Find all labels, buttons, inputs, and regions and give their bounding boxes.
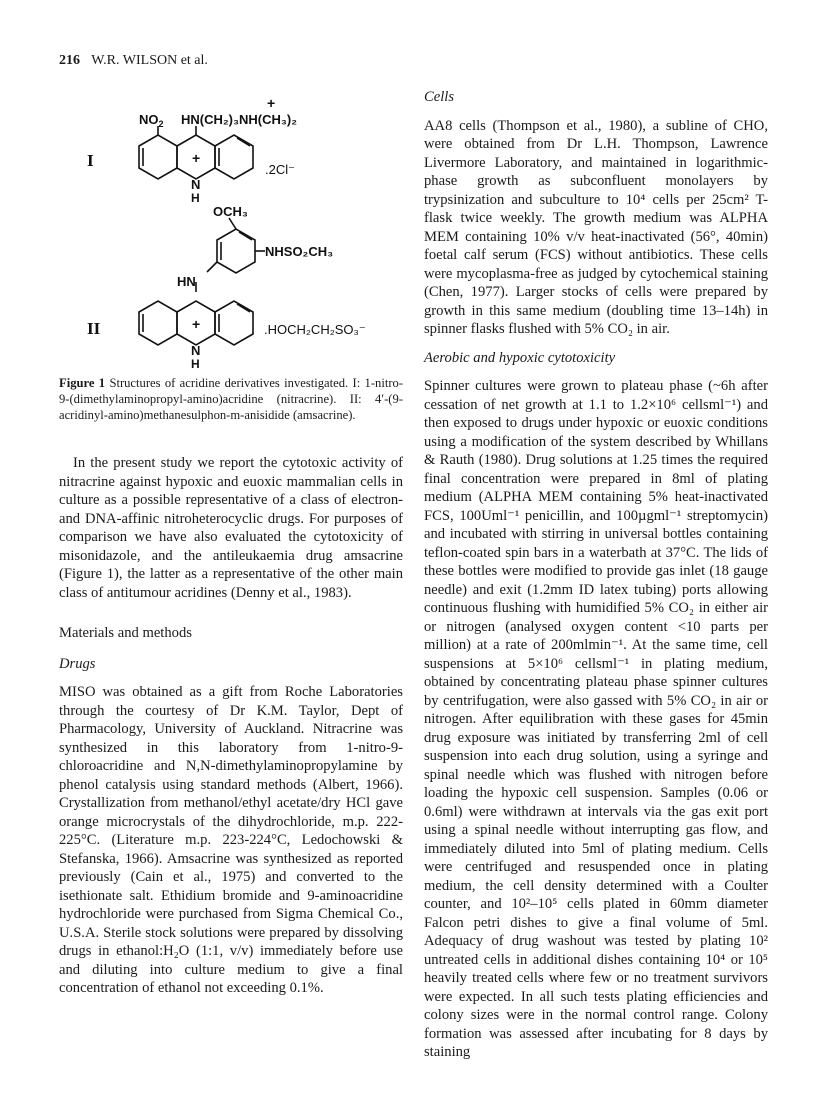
cytotoxicity-heading: Aerobic and hypoxic cytotoxicity: [424, 349, 616, 366]
left-column: [59, 454, 403, 998]
drugs-paragraph: MISO was obtained as a gift from Roche Laboratories through the courtesy of Dr K.M. Taylor, Dept of Pharmacology, University of Auckland. Nitracrine was synthesized in this laboratory from 1-nitro-9-chloroacridine and N,N-dimethylaminopropylamine by phenol catalysis using standard methods (Albert, 1966). Crystallization from methanol/ethyl acetate/dry HCl gave orange microcrystals of the dihydrochloride, m.p. 222-225°C. (Literature m.p. 223-224°C, Ledochowski & Stefanska, 1966). Amsacrine was synthesized as reported previously (Cain et al., 1975) and converted to the isethionate salt. Ethidium bromide and 9-aminoacridine hydrochloride were purchased from Sigma Chemical Co., U.S.A. Sterile stock solutions were prepared by dissolving drugs in ethanol:H₂O (1:1, v/v) immediately before use and diluting into culture medium to give a final concentration of ethanol not exceeding 0.1%.: [59, 684, 403, 996]
structure-I-side-chain: HN(CH₂)₃NH(CH₃)₂: [181, 112, 297, 127]
structure-I-charge-ring: +: [192, 150, 201, 166]
structure-I-charge-top: +: [267, 95, 276, 111]
structure-I-salt: .2Cl⁻: [265, 162, 295, 177]
page-number: 216: [59, 53, 80, 68]
figure-1-structures: [59, 88, 409, 368]
cells-paragraph: AA8 cells (Thompson et al., 1980), a subline of CHO, were obtained from Dr L.H. Thompson, Lawrence Livermore Laboratory, and maintained in logarithmic-phase growth as subconfluent monolayers by trypsinization and subculture to 10⁴ cells per 25cm² T-flask twice weekly. The growth medium was ALPHA MEM containing 10% v/v heat-inactivated (56°, 40min) foetal calf serum (FCS) without antibiotics. These cells were mycoplasma-free as judged by cytochemical staining (Chen, 1977). Larger stocks of cells were prepared by growth in this same medium (doubling time 13–14h) in spinner flasks flushed with 5% CO₂ in air.: [424, 117, 768, 337]
structure-I-hydrogen: H: [191, 191, 200, 205]
structure-II-numeral: II: [87, 319, 101, 338]
running-header: [59, 53, 208, 69]
structure-II-salt: .HOCH₂CH₂SO₃⁻: [264, 322, 366, 337]
figure-caption-label: Figure 1: [59, 376, 106, 390]
structure-II-sulfonamide: NHSO₂CH₃: [265, 244, 334, 259]
figure-caption: [59, 375, 403, 423]
intro-paragraph: In the present study we report the cytotoxic activity of nitracrine against hypoxic and euoxic mammalian cells in culture as a possible representative of a class of electron- and DNA-affinic nitroheterocyclic drugs. For purposes of comparison we have also evaluated the cytotoxicity of misonidazole, and the antileukaemia drug amsacrine (Figure 1), the latter as a representative of the other main class of antitumour acridines (Denny et al., 1983).: [59, 455, 403, 601]
structure-II-hydrogen: H: [191, 357, 200, 368]
structure-II-rings: [139, 218, 265, 345]
right-column: [424, 88, 768, 1062]
structure-II-charge-ring: +: [192, 316, 201, 332]
structure-II-methoxy: OCH₃: [213, 204, 248, 219]
structure-I-numeral: I: [87, 151, 94, 170]
structure-II-amine: HN: [177, 274, 196, 289]
structure-II-nitrogen: N: [191, 343, 201, 358]
structure-I-nitro: $NO_2$: [139, 112, 164, 129]
cells-heading: Cells: [424, 89, 454, 105]
materials-methods-heading: Materials and methods: [59, 625, 192, 641]
structure-I-nitrogen: N: [191, 177, 201, 192]
figure-caption-text: Structures of acridine derivatives investigated. I: 1-nitro-9-(dimethylaminopropyl-amino)acridine (nitracrine). II: 4′-(9-acridinyl-amino)methanesulphon-m-anisidide (amsacrine).: [59, 376, 404, 422]
cytotoxicity-paragraph: Spinner cultures were grown to plateau phase (~6h after cessation of net growth at 1.1 to 1.2×10⁶ cellsml⁻¹) and then exposed to drugs under hypoxic or euoxic conditions using a modification of the system described by Whillans & Rauth (1980). Drug solutions at 1.25 times the required final concentration were prepared in 8ml of plating medium (ALPHA MEM containing 5% heat-inactivated FCS, 100Uml⁻¹ penicillin, and 100µgml⁻¹ streptomycin) and incubated with stirring in universal bottles containing teflon-coated spin bars in a waterbath at 37°C. The lids of these bottles were modified to provide gas inlet (18 gauge needle) and exit (1.2mm ID latex tubing) ports allowing continuous flushing with humidified 5% CO₂ in either air or nitrogen (analysed oxygen content <10 parts per million) at a rate of 200mlmin⁻¹. At the same time, cell suspensions at 5×10⁶ cellsml⁻¹ in plating medium, obtained by concentrating plateau phase spinner cultures by centrifugation, were also gassed with 5% CO₂ in air or nitrogen. After equilibration with these gases for 45min drug exposure was initiated by transferring 2ml of cell suspension into each drug solution, using a syringe and spinal needle which was flushed with nitrogen before loading the hypoxic cell suspension. Samples (0.06 or 0.6ml) were withdrawn at intervals via the gas exit port using a spinal needle without interrupting gas flow, and immediately diluted into 5ml of plating medium. Cells were centrifuged and resuspended once in plating medium, the cell density determined with a Coulter counter, and 10²–10⁵ cells plated in 60mm diameter Falcon petri dishes to give a final volume of 5ml. Adequacy of drug washout was tested by plating 10² untreated cells in additional dishes containing 10⁴ or 10⁵ heavily treated cells where few or no treatment survivors were expected. In all such tests plating efficiencies and colony sizes were in the normal control range. Colony formation was assessed after incubating for 8 days by staining: [424, 378, 768, 1060]
running-authors: W.R. WILSON et al.: [91, 53, 208, 68]
drugs-heading: Drugs: [59, 655, 96, 672]
